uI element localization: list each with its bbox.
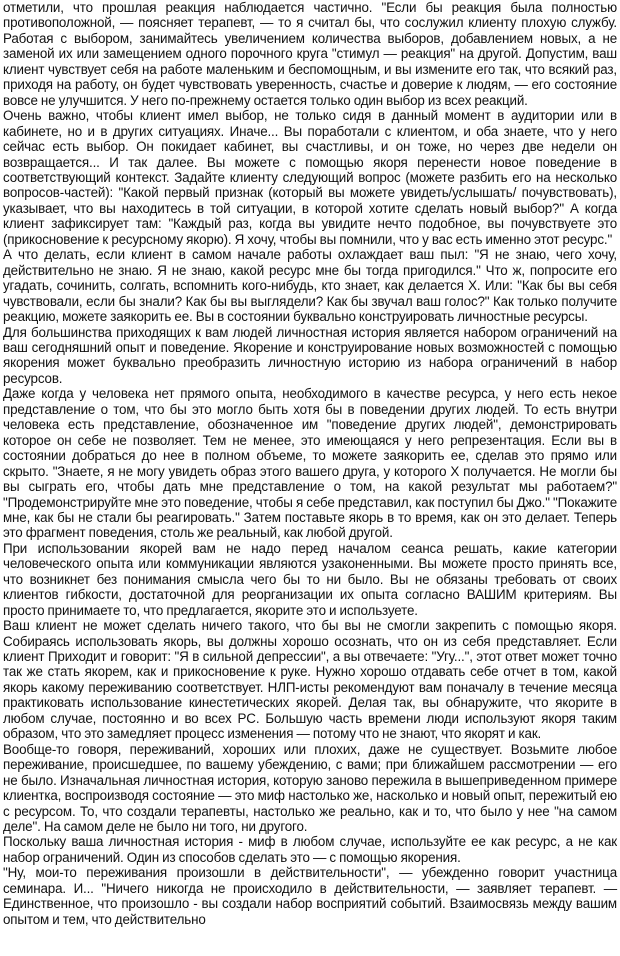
paragraph: А что делать, если клиент в самом начале работы охлаждает ваш пыл: "Я не знаю, чего хочу, действительно не знаю. Я не знаю, какой ресурс мне бы тогда пригодился." Что ж, попросите его угадать, сочинить, солгать, вспомнить кого-нибудь, кто знает, как делается Х. Или: "Как бы вы себя чувствовали, если бы знали? Как бы вы выглядели? Как бы звучал ваш голос?" Как только получите реакцию, можете заякорить ее. Вы в состоянии буквально конструировать личностные ресурсы. [3,247,617,325]
paragraph: "Ну, мои-то переживания произошли в действительности", — убежденно говорит участница семинара. И... "Ничего никогда не происходило в действительности, — заявляет терапевт. — Единственное, что произошло - вы создали набор восприятий событий. Взаимосвязь между вашим опытом и тем, что действительно [3,865,617,927]
paragraph: Вообще-то говоря, переживаний, хороших или плохих, даже не существует. Возьмите любое переживание, происшедшее, по вашему убеждению, с вами; при ближайшем рассмотрении — его не было. Изначальная личностная история, которую заново пережила в вышеприведенном примере клиентка, воспроизводя состояние — это миф настолько же, насколько и новый опыт, пережитый ею с ресурсом. То, что создали терапевты, настолько же реально, как и то, что было у нее "на самом деле". На самом деле не было ни того, ни другого. [3,741,617,835]
paragraph: отметили, что прошлая реакция наблюдается частично. "Если бы реакция была полностью противоположной, — поясняет терапевт, — то я считал бы, что сослужил клиенту плохую службу. Работая с выбором, занимайтесь увеличением количества выборов, добавлением новых, а не заменой их или замещением одного порочного круга "стимул — реакция" на другой. Допустим, ваш клиент чувствует себя на работе маленьким и беспомощным, и вы измените его так, что всякий раз, приходя на работу, он будет чувствовать уверенность, счастье и доверие к людям, — его состояние вовсе не улучшится. У него по-прежнему остается только один выбор из всех реакций. [3,0,617,108]
paragraph: При использовании якорей вам не надо перед началом сеанса решать, какие категории человеческого опыта или коммуникации являются узаконенными. Вы можете просто принять все, что возникнет без понимания смысла чего бы то ни было. Вы не обязаны требовать от своих клиентов гибкости, достаточной для реорганизации их опыта согласно ВАШИМ критериям. Вы просто принимаете то, что предлагается, якорите это и используете. [3,540,617,618]
paragraph: Очень важно, чтобы клиент имел выбор, не только сидя в данный момент в аудитории или в кабинете, но и в других ситуациях. Иначе... Вы поработали с клиентом, и оба знаете, что у него сейчас есть выбор. Он покидает кабинет, вы счастливы, и он тоже, но через две недели он возвращается... И так далее. Вы можете с помощью якоря перенести новое поведение в соответствующий контекст. Задайте клиенту следующий вопрос (можете разбить его на несколько вопросов-частей): "Какой первый признак (который вы можете увидеть/услышать/ почувствовать), указывает, что вы находитесь в той ситуации, в которой хотите сделать новый выбор?" А когда клиент зафиксирует там: "Каждый раз, когда вы увидите нечто подобное, вы почувствуете это (прикосновение к ресурсному якорю). Я хочу, чтобы вы помнили, что у вас есть именно этот ресурс." [3,108,617,247]
paragraph: Для большинства приходящих к вам людей личностная история является набором ограничений на ваш сегодняшний опыт и поведение. Якорение и конструирование новых возможностей с помощью якорения может буквально преобразить личностную историю из набора ограничений в набор ресурсов. [3,324,617,386]
paragraph: Ваш клиент не может сделать ничего такого, что бы вы не смогли закрепить с помощью якоря. Собираясь использовать якорь, вы должны хорошо осознать, что он из себя представляет. Если клиент Приходит и говорит: "Я в сильной депрессии", а вы отвечаете: "Угу...", этот ответ может точно так же стать якорем, как и прикосновение к руке. Нужно хорошо отдавать себе отчет в том, какой якорь какому переживанию соответствует. НЛП-исты рекомендуют вам поначалу в течение месяца практиковать использование кинестетических якорей. Делая так, вы обнаружите, что якорите в любом случае, постоянно и во всех PC. Большую часть времени люди используют якоря таким образом, что это замедляет процесс изменения — потому что не знают, что якорят и как. [3,618,617,742]
paragraph: Даже когда у человека нет прямого опыта, необходимого в качестве ресурса, у него есть некое представление о том, что бы это могло быть хотя бы в поведении других людей. То есть внутри человека есть представление, обозначенное им "поведение других людей", демонстрировать которое он себе не позволяет. Тем не менее, это имеющаяся у него репрезентация. Если вы в состоянии добраться до нее в полном объеме, то можете заякорить ее, сделав это прямо или скрыто. "Знаете, я не могу увидеть образ этого вашего друга, у которого Х получается. Не могли бы вы сыграть его, чтобы дать мне представление о том, на какой результат мы работаем?" "Продемонстрируйте мне это поведение, чтобы я себе представил, как поступил бы Джо." "Покажите мне, как бы не стали бы реагировать." Затем поставьте якорь в то время, как он это делает. Теперь это фрагмент поведения, столь же реальный, как любой другой. [3,386,617,541]
paragraph: Поскольку ваша личностная история - миф в любом случае, используйте ее как ресурс, а не как набор ограничений. Один из способов сделать это — с помощью якорения. [3,834,617,865]
